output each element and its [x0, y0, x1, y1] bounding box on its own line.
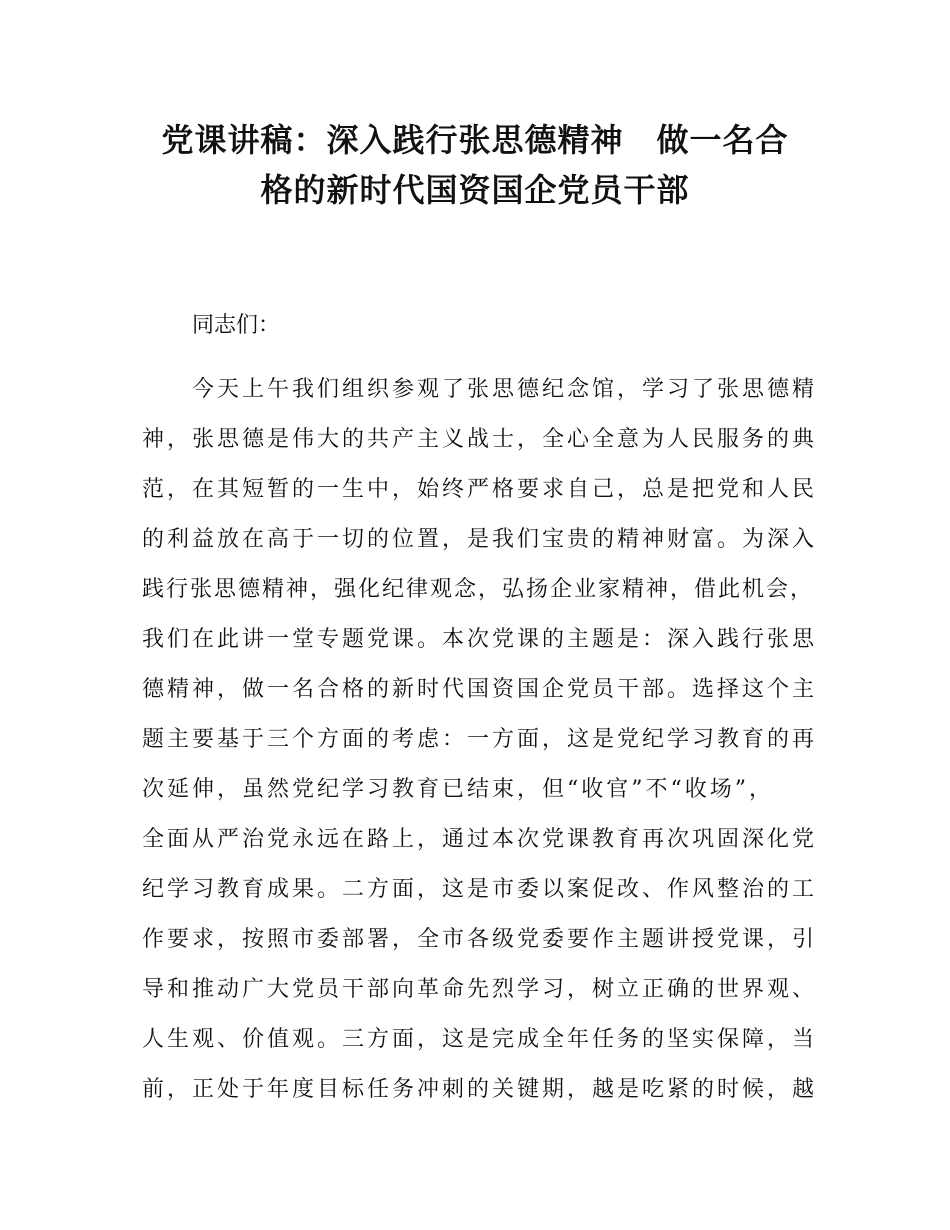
salutation: 同志们： [192, 313, 281, 338]
paragraph-line: 全面从严治党永远在路上，通过本次党课教育再次巩固深化党 [142, 827, 818, 852]
paragraph-line: 次延伸，虽然党纪学习教育已结束，但“收官”不“收场”， [142, 777, 774, 802]
paragraph-line: 践行张思德精神，强化纪律观念，弘扬企业家精神，借此机会， [142, 577, 815, 602]
paragraph-line: 的利益放在高于一切的位置，是我们宝贵的精神财富。为深入 [142, 527, 818, 552]
paragraph-line: 纪学习教育成果。二方面，这是市委以案促改、作风整治的工 [142, 877, 818, 902]
document-title-line-2: 格的新时代国资国企党员干部 [260, 171, 690, 209]
paragraph-line: 人生观、价值观。三方面，这是完成全年任务的坚实保障，当 [142, 1027, 818, 1052]
paragraph-line: 德精神，做一名合格的新时代国资国企党员干部。选择这个主 [142, 677, 818, 702]
paragraph-line: 作要求，按照市委部署，全市各级党委要作主题讲授党课，引 [142, 927, 818, 952]
paragraph-line: 题主要基于三个方面的考虑：一方面，这是党纪学习教育的再 [142, 727, 818, 752]
paragraph-line: 范，在其短暂的一生中，始终严格要求自己，总是把党和人民 [142, 477, 818, 502]
paragraph-line: 我们在此讲一堂专题党课。本次党课的主题是：深入践行张思 [142, 627, 818, 652]
paragraph-line: 神，张思德是伟大的共产主义战士，全心全意为人民服务的典 [142, 427, 818, 452]
paragraph-line: 前，正处于年度目标任务冲刺的关键期，越是吃紧的时候，越 [142, 1077, 818, 1102]
document-title-line-1: 党课讲稿：深入践行张思德精神 做一名合 [161, 121, 789, 159]
paragraph-line: 今天上午我们组织参观了张思德纪念馆，学习了张思德精 [192, 377, 818, 402]
paragraph-line: 导和推动广大党员干部向革命先烈学习，树立正确的世界观、 [142, 977, 818, 1002]
